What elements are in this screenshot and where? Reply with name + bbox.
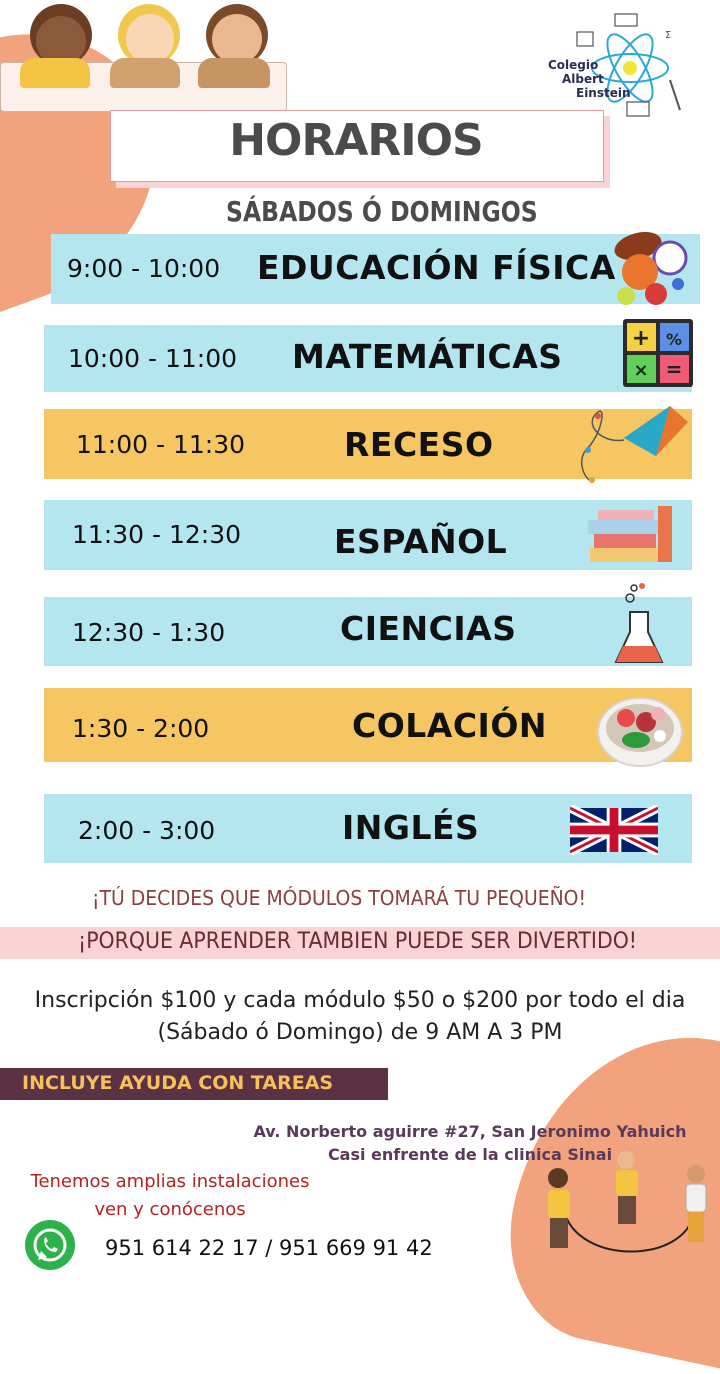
row-subject: INGLÉS xyxy=(342,808,480,847)
schedule-row-ciencias xyxy=(44,597,692,666)
svg-text:%: % xyxy=(665,330,683,349)
price-line-1: Inscripción $100 y cada módulo $50 o $200 por todo el dia xyxy=(34,988,686,1013)
address-line-2: Casi enfrente de la clinica Sinai xyxy=(327,1145,613,1164)
price-info xyxy=(0,985,720,1049)
svg-text:Σ: Σ xyxy=(665,30,672,41)
tagline-divertido: ¡PORQUE APRENDER TAMBIEN PUEDE SER DIVERTIDO! xyxy=(78,929,638,954)
phone-numbers: 951 614 22 17 / 951 669 91 42 xyxy=(105,1236,433,1260)
facilities-line-1: Tenemos amplias instalaciones xyxy=(30,1171,310,1192)
kids-jump-rope-illustration xyxy=(536,1150,716,1270)
row-time: 11:00 - 11:30 xyxy=(76,430,246,459)
row-time: 10:00 - 11:00 xyxy=(68,344,238,373)
sports-balls-icon xyxy=(612,228,692,308)
salad-bowl-icon xyxy=(596,696,684,772)
facilities-line-2: ven y conócenos xyxy=(94,1199,246,1220)
row-time: 1:30 - 2:00 xyxy=(72,714,210,743)
whatsapp-icon xyxy=(25,1220,75,1270)
svg-text:×: × xyxy=(633,360,649,381)
row-time: 11:30 - 12:30 xyxy=(72,520,242,549)
row-time: 9:00 - 10:00 xyxy=(67,254,221,283)
svg-text:+: + xyxy=(631,326,651,351)
row-subject: MATEMÁTICAS xyxy=(292,337,563,376)
calculator-icon xyxy=(622,318,694,388)
schedule-row-colacion xyxy=(44,688,692,762)
books-icon xyxy=(586,504,680,564)
tareas-label: INCLUYE AYUDA CON TAREAS xyxy=(22,1072,334,1094)
flask-icon xyxy=(612,582,666,668)
school-logo-text: Colegio Albert Einstein xyxy=(548,58,631,100)
page-subtitle: SÁBADOS Ó DOMINGOS xyxy=(226,195,538,228)
kite-icon xyxy=(572,404,690,486)
svg-text:=: = xyxy=(665,357,683,381)
row-subject: CIENCIAS xyxy=(340,609,517,648)
kids-illustration xyxy=(0,0,290,110)
price-line-2: (Sábado ó Domingo) de 9 AM A 3 PM xyxy=(157,1020,563,1045)
row-subject: COLACIÓN xyxy=(352,706,548,745)
row-time: 12:30 - 1:30 xyxy=(72,618,226,647)
row-subject: RECESO xyxy=(344,425,494,464)
row-subject: EDUCACIÓN FÍSICA xyxy=(257,248,616,287)
schedule-row-matematicas xyxy=(44,325,692,392)
uk-flag-icon xyxy=(570,805,658,855)
schedule-row-educacion-fisica xyxy=(51,234,700,304)
page-title: HORARIOS xyxy=(229,115,483,166)
address-line-1: Av. Norberto aguirre #27, San Jeronimo Yahuich xyxy=(253,1122,687,1141)
tagline-decides: ¡TÚ DECIDES QUE MÓDULOS TOMARÁ TU PEQUEÑO! xyxy=(92,886,586,910)
facilities-text xyxy=(0,1168,340,1224)
row-time: 2:00 - 3:00 xyxy=(78,816,216,845)
row-subject: ESPAÑOL xyxy=(334,522,508,561)
